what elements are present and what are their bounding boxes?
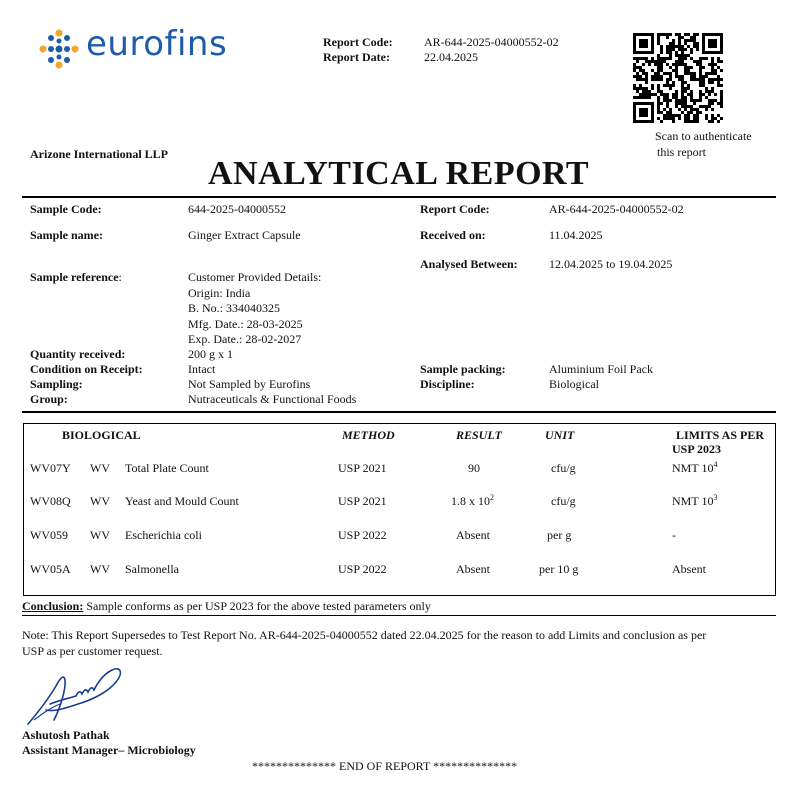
result-column-header: RESULT — [456, 428, 502, 442]
group-value: Nutraceuticals & Functional Foods — [188, 392, 357, 406]
row-unit: per 10 g — [539, 562, 579, 576]
conclusion — [22, 599, 431, 614]
row-method: USP 2021 — [338, 494, 387, 508]
limits-header-line-1: LIMITS AS PER — [676, 428, 765, 442]
row-limit: - — [672, 528, 676, 542]
sample-reference-line: B. No.: 334040325 — [188, 301, 281, 315]
end-of-report: ************** END OF REPORT ************** — [252, 759, 518, 773]
note — [22, 627, 706, 659]
condition-value: Intact — [188, 362, 216, 376]
sample-reference-line: Customer Provided Details: — [188, 270, 322, 284]
sampling-value: Not Sampled by Eurofins — [188, 377, 311, 391]
conclusion-text: Sample conforms as per USP 2023 for the above tested parameters only — [83, 599, 431, 613]
signatory-title: Assistant Manager– Microbiology — [22, 743, 196, 757]
logo-text: eurofins — [86, 24, 228, 64]
quantity-value: 200 g x 1 — [188, 347, 233, 361]
row-wv: WV — [90, 494, 110, 508]
packing-value: Aluminium Foil Pack — [549, 362, 654, 376]
sample-reference-label: Sample reference: — [30, 270, 122, 284]
details-divider — [22, 411, 776, 413]
conclusion-label: Conclusion: — [22, 599, 84, 613]
report-code-value: AR-644-2025-04000552-02 — [549, 202, 684, 216]
row-parameter: Total Plate Count — [125, 461, 209, 475]
discipline-label: Discipline: — [420, 377, 475, 391]
qr-caption-1: Scan to authenticate — [655, 129, 752, 143]
sample-name-label: Sample name: — [30, 228, 103, 242]
sampling-label: Sampling: — [30, 377, 83, 391]
sample-reference-line: Mfg. Date.: 28-03-2025 — [188, 316, 303, 331]
method-column-header: METHOD — [342, 428, 395, 442]
quantity-label: Quantity received: — [30, 347, 126, 361]
header-report-date-label: Report Date: — [323, 50, 390, 64]
analysed-value: 12.04.2025 to 19.04.2025 — [549, 257, 673, 271]
row-parameter: Salmonella — [125, 562, 179, 576]
row-code: WV05A — [30, 562, 71, 576]
row-code: WV059 — [30, 528, 68, 542]
table-section-header: BIOLOGICAL — [62, 428, 141, 442]
qr-caption-2: this report — [657, 145, 706, 159]
received-value: 11.04.2025 — [549, 228, 603, 242]
page-title: ANALYTICAL REPORT — [208, 155, 590, 192]
row-limit: NMT $10^3$ — [672, 493, 718, 508]
limits-column-header — [672, 428, 764, 456]
row-method: USP 2021 — [338, 461, 387, 475]
sample-reference-line: Origin: India — [188, 285, 251, 300]
qr-code[interactable] — [633, 33, 723, 123]
client-name: Arizone International LLP — [30, 147, 168, 161]
sample-name-value: Ginger Extract Capsule — [188, 228, 301, 242]
sample-code-label: Sample Code: — [30, 202, 102, 216]
row-result: Absent — [456, 528, 490, 542]
row-parameter: Escherichia coli — [125, 528, 202, 542]
row-method: USP 2022 — [338, 562, 387, 576]
row-parameter: Yeast and Mould Count — [125, 494, 239, 508]
sample-reference-block — [188, 270, 321, 348]
row-code: WV08Q — [30, 494, 71, 508]
signatory-name: Ashutosh Pathak — [22, 728, 110, 742]
row-unit: cfu/g — [551, 494, 576, 508]
unit-column-header: UNIT — [545, 428, 575, 442]
condition-label: Condition on Receipt: — [30, 362, 143, 376]
row-limit: Absent — [672, 562, 706, 576]
analysed-label: Analysed Between: — [420, 257, 518, 271]
header-report-code-label: Report Code: — [323, 35, 393, 49]
row-limit: NMT $10^4$ — [672, 460, 718, 475]
row-unit: cfu/g — [551, 461, 576, 475]
row-wv: WV — [90, 461, 110, 475]
row-unit: per g — [547, 528, 572, 542]
sample-reference-line: Exp. Date.: 28-02-2027 — [188, 332, 302, 346]
report-code-label: Report Code: — [420, 202, 490, 216]
note-line-2: USP as per customer request. — [22, 644, 163, 658]
limits-header-line-2: USP 2023 — [672, 442, 722, 456]
row-result: Absent — [456, 562, 490, 576]
conclusion-divider — [22, 615, 776, 616]
discipline-value: Biological — [549, 377, 599, 391]
signature-image — [20, 660, 130, 732]
title-divider — [22, 196, 776, 198]
row-wv: WV — [90, 562, 110, 576]
row-result: 90 — [468, 461, 480, 475]
received-label: Received on: — [420, 228, 486, 242]
note-line-1: Note: This Report Supersedes to Test Report No. AR-644-2025-04000552 dated 22.04.2025 for the reason to add Limits and conclusion as per — [22, 628, 707, 642]
header-report-date-value: 22.04.2025 — [424, 50, 478, 64]
sample-code-value: 644-2025-04000552 — [188, 202, 286, 216]
row-method: USP 2022 — [338, 528, 387, 542]
row-code: WV07Y — [30, 461, 71, 475]
row-wv: WV — [90, 528, 110, 542]
logo-dots-icon — [38, 28, 80, 70]
qr-code-icon — [633, 33, 723, 123]
row-result: 1.8 x $10^2$ — [451, 493, 494, 508]
group-label: Group: — [30, 392, 68, 406]
header-report-code-value: AR-644-2025-04000552-02 — [424, 35, 559, 49]
packing-label: Sample packing: — [420, 362, 506, 376]
